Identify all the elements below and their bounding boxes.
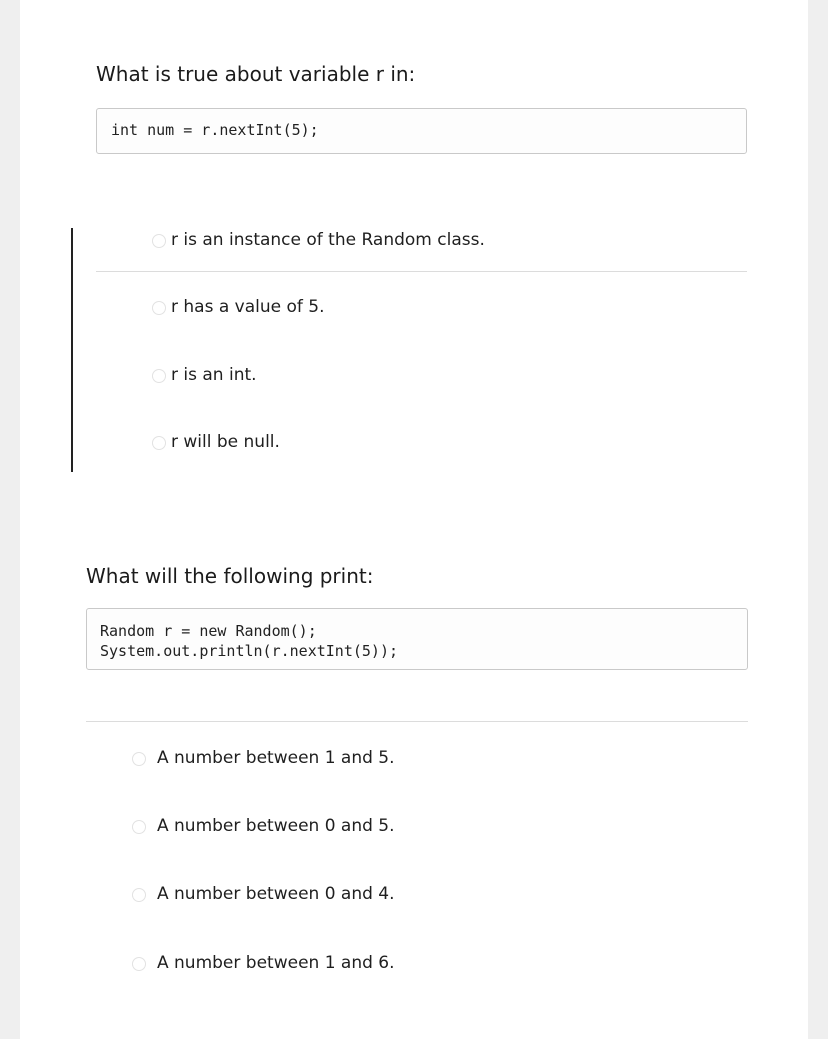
q1-option-2[interactable]: r has a value of 5. <box>171 297 325 317</box>
code-line: System.out.println(r.nextInt(5)); <box>100 642 399 660</box>
question-1-title: What is true about variable r in: <box>96 62 416 86</box>
q2-option-4-radio[interactable] <box>132 957 146 971</box>
q1-option-3[interactable]: r is an int. <box>171 365 257 385</box>
q2-option-1-radio[interactable] <box>132 752 146 766</box>
page <box>20 0 808 1039</box>
question-2-title: What will the following print: <box>86 564 374 588</box>
q1-option-4-radio[interactable] <box>152 436 166 450</box>
q2-option-3[interactable]: A number between 0 and 4. <box>157 884 395 904</box>
divider <box>96 271 747 272</box>
margin-line <box>71 228 73 472</box>
q2-option-2[interactable]: A number between 0 and 5. <box>157 816 395 836</box>
question-2-code-block <box>86 608 748 670</box>
question-1-code-block <box>96 108 747 154</box>
q2-option-1[interactable]: A number between 1 and 5. <box>157 748 395 768</box>
q1-option-1[interactable]: r is an instance of the Random class. <box>171 230 485 250</box>
q2-option-2-radio[interactable] <box>132 820 146 834</box>
q1-option-2-radio[interactable] <box>152 301 166 315</box>
code-line: Random r = new Random(); <box>100 622 317 640</box>
q1-option-4[interactable]: r will be null. <box>171 432 280 452</box>
q1-option-1-radio[interactable] <box>152 234 166 248</box>
q2-option-3-radio[interactable] <box>132 888 146 902</box>
code-line: int num = r.nextInt(5); <box>111 121 319 139</box>
q1-option-3-radio[interactable] <box>152 369 166 383</box>
q2-option-4[interactable]: A number between 1 and 6. <box>157 953 395 973</box>
divider <box>86 721 748 722</box>
